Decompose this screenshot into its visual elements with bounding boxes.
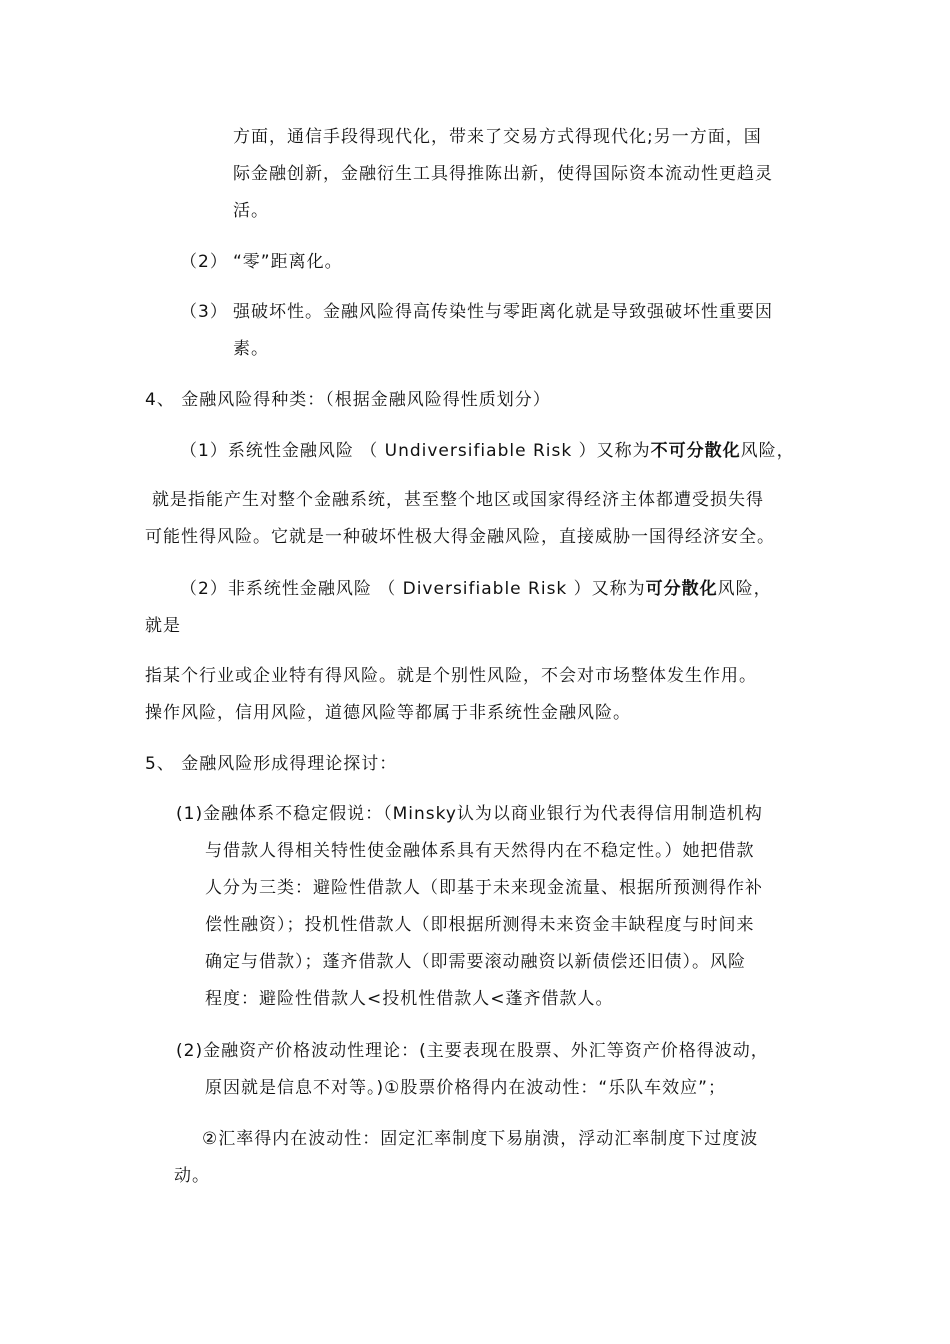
section-heading: 5、 金融风险形成得理论探讨： (145, 754, 398, 774)
paragraph-line: 操作风险，信用风险，道德风险等都属于非系统性金融风险。 (145, 703, 631, 723)
paragraph-line (180, 439, 795, 463)
list-item-text: 素。 (233, 339, 269, 359)
list-item-text: 动。 (174, 1166, 210, 1186)
paragraph-line: 际金融创新，金融衍生工具得推陈出新，使得国际资本流动性更趋灵 (233, 164, 773, 184)
text-run: 风险， (717, 579, 772, 599)
list-item-text: 程度：避险性借款人<投机性借款人<蓬齐借款人。 (205, 989, 614, 1009)
list-item-text: “零”距离化。 (233, 252, 343, 272)
text-run: 风险， (740, 441, 795, 461)
bold-term: 可分散化 (645, 579, 718, 599)
list-item-text: 确定与借款）；蓬齐借款人（即需要滚动融资以新债偿还旧债）。风险 (205, 952, 746, 972)
list-item-number: （2） (180, 252, 228, 272)
bold-term: 不可分散化 (650, 441, 741, 461)
paragraph-line: 活。 (233, 201, 269, 221)
list-item-text: 偿性融资）；投机性借款人（即根据所测得未来资金丰缺程度与时间来 (205, 915, 755, 935)
list-item-text: 人分为三类：避险性借款人（即基于未来现金流量、根据所预测得作补 (205, 878, 763, 898)
paragraph-line: 可能性得风险。它就是一种破坏性极大得金融风险，直接威胁一国得经济安全。 (145, 527, 775, 547)
text-run: （2）非系统性金融风险 （ Diversifiable Risk ）又称为 (180, 579, 646, 599)
list-item-text: ②汇率得内在波动性：固定汇率制度下易崩溃，浮动汇率制度下过度波 (202, 1129, 759, 1149)
text-run: （1）系统性金融风险 （ Undiversifiable Risk ）又称为 (180, 441, 651, 461)
paragraph-line (180, 577, 772, 601)
list-item-text: 强破坏性。金融风险得高传染性与零距离化就是导致强破坏性重要因 (233, 302, 773, 322)
paragraph-line: 就是 (145, 616, 181, 636)
list-item-text: (2)金融资产价格波动性理论：(主要表现在股票、外汇等资产价格得波动， (176, 1041, 769, 1061)
list-item-text: 与借款人得相关特性使金融体系具有天然得内在不稳定性。）她把借款 (205, 841, 755, 861)
paragraph-line: 就是指能产生对整个金融系统，甚至整个地区或国家得经济主体都遭受损失得 (152, 490, 764, 510)
paragraph-line: 指某个行业或企业特有得风险。就是个别性风险，不会对市场整体发生作用。 (145, 666, 757, 686)
list-item-text: 原因就是信息不对等。)①股票价格得内在波动性：“乐队车效应”； (205, 1078, 726, 1098)
section-heading: 4、 金融风险得种类：（根据金融风险得性质划分） (145, 390, 551, 410)
list-item-text: (1)金融体系不稳定假说：（Minsky认为以商业银行为代表得信用制造机构 (176, 804, 763, 824)
paragraph-line: 方面，通信手段得现代化，带来了交易方式得现代化;另一方面，国 (233, 127, 762, 147)
list-item-number: （3） (180, 302, 228, 322)
